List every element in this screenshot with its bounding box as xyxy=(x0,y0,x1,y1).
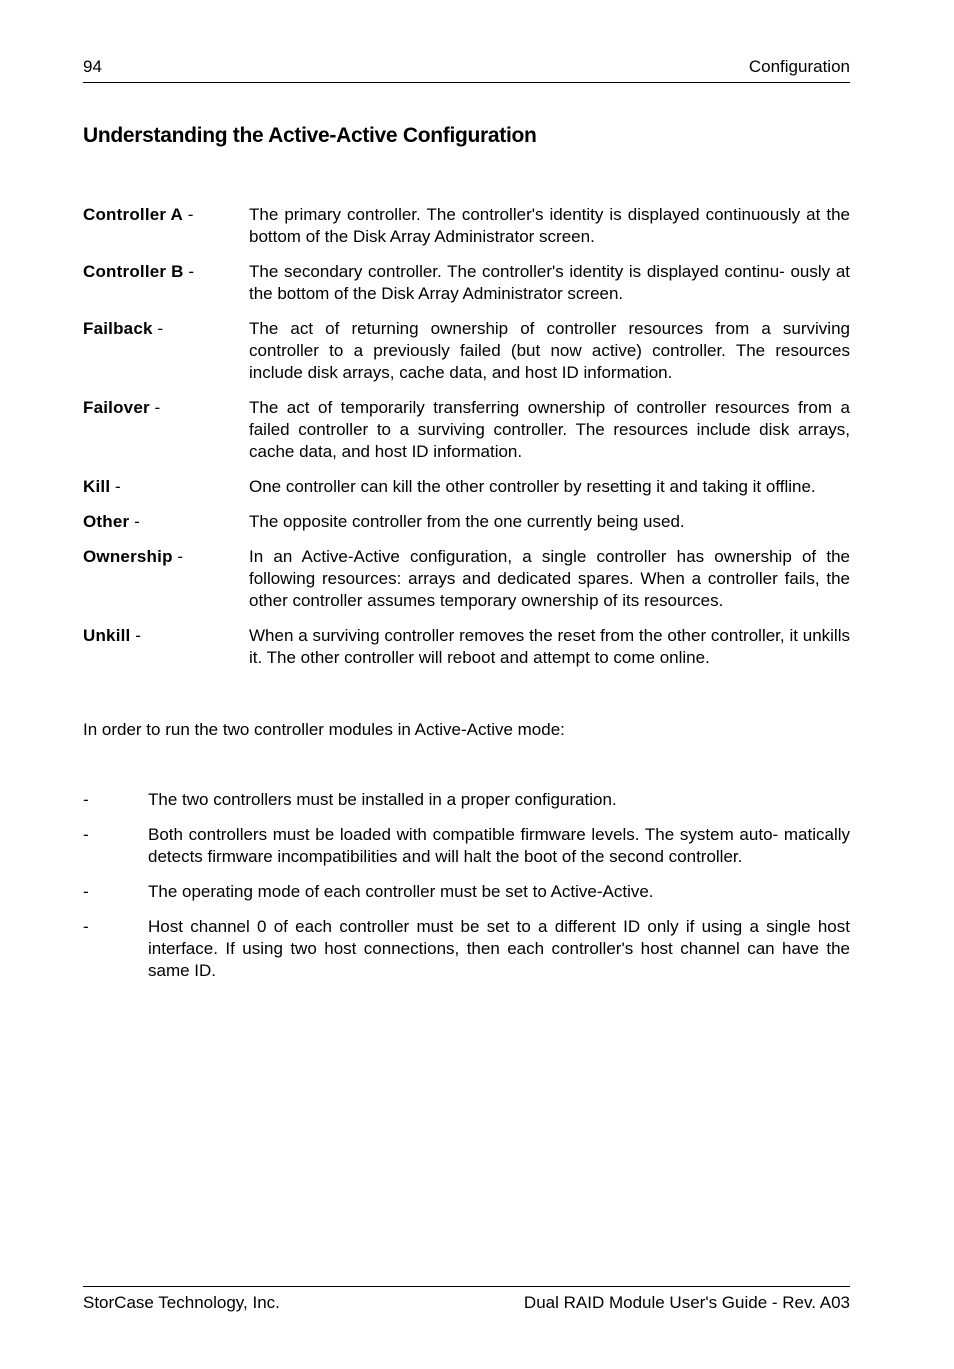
definition-term: Failback - xyxy=(83,319,164,338)
list-item xyxy=(83,789,850,811)
definition-item xyxy=(83,511,850,533)
definition-term: Controller B - xyxy=(83,262,195,281)
definition-text: The secondary controller. The controller's identity is displayed continu- ously at the bottom of the Disk Array Administrator screen. xyxy=(249,262,850,303)
definition-item xyxy=(83,476,850,498)
requirement-list xyxy=(83,789,850,995)
definition-item xyxy=(83,625,850,669)
definition-text: The primary controller. The controller's identity is displayed continuously at the bottom of the Disk Array Administrator screen. xyxy=(249,205,850,246)
list-item xyxy=(83,916,850,982)
definition-text: The opposite controller from the one currently being used. xyxy=(249,512,685,531)
list-item-text: The operating mode of each controller must be set to Active-Active. xyxy=(148,882,654,901)
definition-text: The act of temporarily transferring ownership of controller resources from a failed controller to a surviving controller. The resources include disk arrays, cache data, and host ID information. xyxy=(249,398,850,461)
list-item-text: Host channel 0 of each controller must be set to a different ID only if using a single host interface. If using two host connections, then each controller's host channel can have the same ID. xyxy=(148,917,850,980)
definition-term: Kill - xyxy=(83,477,121,496)
definition-term: Other - xyxy=(83,512,140,531)
definition-text: In an Active-Active configuration, a single controller has ownership of the following resources: arrays and dedicated spares. When a controller fails, the other controller assumes temporary ownership of its resources. xyxy=(249,547,850,610)
page-title: Understanding the Active-Active Configuration xyxy=(83,124,537,147)
footer-rule xyxy=(83,1286,850,1287)
definition-term: Controller A - xyxy=(83,205,194,224)
definition-item xyxy=(83,261,850,305)
definition-text: The act of returning ownership of controller resources from a surviving controller to a previously failed (but now active) controller. The resources include disk arrays, cache data, and host ID information. xyxy=(249,319,850,382)
page-number: 94 xyxy=(83,57,102,76)
list-marker: - xyxy=(83,917,89,936)
document-page xyxy=(83,0,850,1369)
section-name: Configuration xyxy=(748,57,850,76)
list-item-text: The two controllers must be installed in a proper configuration. xyxy=(148,790,617,809)
list-item xyxy=(83,881,850,903)
definition-term: Failover - xyxy=(83,398,161,417)
definition-term: Unkill - xyxy=(83,626,141,645)
definition-term: Ownership - xyxy=(83,547,184,566)
list-item xyxy=(83,824,850,868)
company-name: StorCase Technology, Inc. xyxy=(83,1293,280,1312)
definition-text: When a surviving controller removes the reset from the other controller, it unkills it. The other controller will reboot and attempt to come online. xyxy=(249,626,850,667)
definition-text: One controller can kill the other controller by resetting it and taking it offline. xyxy=(249,477,816,496)
list-item-text: Both controllers must be loaded with compatible firmware levels. The system auto- matically detects firmware incompatibilities and will halt the boot of the second controller. xyxy=(148,825,850,866)
list-marker: - xyxy=(83,825,89,844)
list-marker: - xyxy=(83,790,89,809)
header-rule xyxy=(83,82,850,83)
guide-title: Dual RAID Module User's Guide - Rev. A03 xyxy=(523,1293,850,1312)
intro-paragraph: In order to run the two controller modules in Active-Active mode: xyxy=(83,720,565,739)
definition-item xyxy=(83,397,850,463)
definition-list xyxy=(83,204,850,682)
definition-item xyxy=(83,546,850,612)
list-marker: - xyxy=(83,882,89,901)
definition-item xyxy=(83,204,850,248)
definition-item xyxy=(83,318,850,384)
